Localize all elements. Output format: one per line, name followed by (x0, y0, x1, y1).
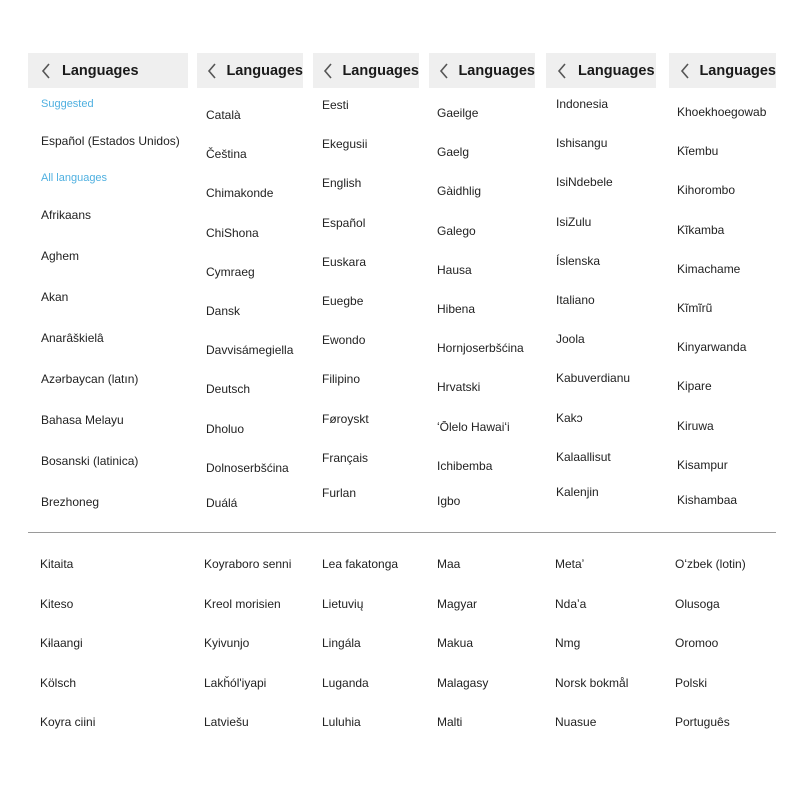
language-item[interactable]: Dolnoserbšćina (206, 461, 289, 475)
language-item[interactable]: Ichibemba (437, 459, 493, 473)
languages-panel-3 (313, 53, 419, 500)
languages-panel-1 (28, 53, 188, 509)
language-item[interactable]: Brezhoneg (41, 495, 100, 509)
language-item[interactable]: Ishisangu (556, 136, 608, 150)
language-item[interactable]: Azərbaycan (latın) (41, 372, 139, 386)
language-item[interactable]: Koyra ciini (40, 715, 96, 729)
language-item[interactable]: Filipino (322, 372, 361, 386)
language-item[interactable]: Malti (437, 715, 463, 729)
language-item[interactable]: Eesti (322, 98, 349, 112)
language-item[interactable]: Kɨlaangi (40, 636, 83, 650)
language-item[interactable]: Kimachame (677, 262, 741, 276)
language-item[interactable]: Français (322, 451, 369, 465)
panel-header (28, 53, 188, 88)
language-item[interactable]: Davvisámegiella (206, 343, 294, 357)
language-item[interactable]: Malagasy (437, 676, 489, 690)
languages-panel-2 (197, 53, 303, 510)
section-label-all-languages: All languages (41, 172, 108, 184)
language-item[interactable]: Magyar (437, 597, 478, 611)
language-item[interactable]: Olusoga (675, 597, 720, 611)
language-item[interactable]: Kipare (677, 379, 712, 393)
language-item[interactable]: Igbo (437, 494, 461, 508)
language-item[interactable]: Kĩmĩrũ (677, 301, 713, 315)
header-title: Languages (226, 62, 303, 79)
language-item[interactable]: Deutsch (206, 382, 251, 396)
header-title: Languages (62, 62, 139, 79)
language-item[interactable]: Gaelg (437, 145, 470, 159)
language-item[interactable]: Kabuverdianu (556, 371, 631, 385)
language-item[interactable]: Joola (556, 332, 585, 346)
language-item[interactable]: Euegbe (322, 294, 364, 308)
back-arrow-icon[interactable] (323, 63, 333, 79)
language-item[interactable]: Kölsch (40, 676, 77, 690)
language-item[interactable]: Luganda (322, 676, 369, 690)
language-item[interactable]: Gàidhlig (437, 184, 482, 198)
languages-panel-5 (546, 53, 656, 499)
language-item[interactable]: Hrvatski (437, 380, 481, 394)
language-item[interactable]: Gaeilge (437, 106, 479, 120)
panel-header (197, 53, 303, 88)
language-item[interactable]: Metaʼ (555, 557, 585, 571)
panel-header (313, 53, 419, 88)
language-item[interactable]: Galego (437, 224, 476, 238)
language-item[interactable]: Kĩembu (677, 144, 719, 158)
languages-panel-6 (669, 53, 776, 507)
language-item[interactable]: Akan (41, 290, 69, 304)
language-item[interactable]: Kreol morisien (204, 597, 281, 611)
language-item[interactable]: Español (Estados Unidos) (41, 134, 180, 148)
language-item[interactable]: Norsk bokmål (555, 676, 629, 690)
divider (28, 532, 776, 533)
language-item[interactable]: Kiruwa (677, 419, 714, 433)
language-item[interactable]: IsiNdebele (556, 175, 613, 189)
language-item[interactable]: Bahasa Melayu (41, 413, 124, 427)
language-item[interactable]: Hausa (437, 263, 472, 277)
back-arrow-icon[interactable] (40, 63, 52, 79)
language-item[interactable]: Oʻzbek (lotin) (675, 557, 746, 571)
language-item[interactable]: Ndaʼa (555, 597, 587, 611)
language-item[interactable]: Kĩkamba (677, 223, 725, 237)
language-item[interactable]: Íslenska (556, 254, 601, 268)
language-item[interactable]: Luluhia (322, 715, 361, 729)
language-item[interactable]: Latviešu (204, 715, 249, 729)
back-arrow-icon[interactable] (556, 63, 568, 79)
panel-header (429, 53, 535, 88)
language-item[interactable]: Indonesia (556, 97, 609, 111)
header-title: Languages (342, 62, 419, 79)
language-item[interactable]: Ekegusii (322, 137, 368, 151)
language-item[interactable]: Čeština (206, 147, 247, 161)
back-arrow-icon[interactable] (207, 63, 217, 79)
language-item[interactable]: Maa (437, 557, 461, 571)
language-item[interactable]: Ewondo (322, 333, 366, 347)
language-item[interactable]: Hibena (437, 302, 476, 316)
language-item[interactable]: Català (206, 108, 241, 122)
language-item[interactable]: Furlan (322, 486, 357, 500)
language-item[interactable]: Kalaallisut (556, 450, 611, 464)
panel-header (546, 53, 656, 88)
language-item[interactable]: Aghem (41, 249, 80, 263)
language-item[interactable]: Kihorombo (677, 183, 736, 197)
language-item[interactable]: Hornjoserbšćina (437, 341, 524, 355)
language-item[interactable]: Lietuvių (322, 597, 364, 611)
language-item[interactable]: Lakȟól'iyapi (204, 676, 267, 690)
back-arrow-icon[interactable] (439, 63, 449, 79)
language-item[interactable]: Dholuo (206, 422, 245, 436)
language-item[interactable]: English (322, 176, 362, 190)
language-item[interactable]: Koyraboro senni (204, 557, 292, 571)
language-item[interactable]: Duálá (206, 496, 238, 510)
language-item[interactable]: Polski (675, 676, 708, 690)
language-item[interactable]: Kiteso (40, 597, 74, 611)
language-item[interactable]: Nmg (555, 636, 581, 650)
language-item[interactable]: Nuasue (555, 715, 597, 729)
language-item[interactable]: Kyivunjo (204, 636, 250, 650)
language-item[interactable]: IsiZulu (556, 215, 592, 229)
language-item[interactable]: Anarâškielâ (41, 331, 104, 345)
language-item[interactable]: Português (675, 715, 730, 729)
language-item[interactable]: Føroyskt (322, 412, 369, 426)
language-item[interactable]: Kalenjin (556, 485, 599, 499)
language-item[interactable]: Lea fakatonga (322, 557, 399, 571)
panel-header (669, 53, 776, 88)
language-item[interactable]: Italiano (556, 293, 595, 307)
language-item[interactable]: Euskara (322, 255, 367, 269)
language-item[interactable]: Lingála (322, 636, 361, 650)
back-arrow-icon[interactable] (679, 63, 690, 79)
language-item[interactable]: Khoekhoegowab (677, 105, 767, 119)
language-item[interactable]: Kishambaa (677, 493, 738, 507)
language-item[interactable]: Chimakonde (206, 186, 274, 200)
language-item[interactable]: Kakɔ (556, 411, 583, 425)
language-item[interactable]: Kisampur (677, 458, 728, 472)
languages-panel-4 (429, 53, 535, 508)
language-item[interactable]: ʻŌlelo Hawaiʻi (437, 420, 510, 434)
language-item[interactable]: ChiShona (206, 226, 259, 240)
language-item[interactable]: Afrikaans (41, 208, 92, 222)
section-label-suggested: Suggested (41, 98, 94, 110)
language-item[interactable]: Oromoo (675, 636, 719, 650)
language-item[interactable]: Kitaita (40, 557, 74, 571)
language-item[interactable]: Cymraeg (206, 265, 255, 279)
language-item[interactable]: Makua (437, 636, 474, 650)
language-item[interactable]: Español (322, 216, 366, 230)
language-item[interactable]: Kinyarwanda (677, 340, 747, 354)
header-title: Languages (699, 62, 776, 79)
header-title: Languages (458, 62, 535, 79)
header-title: Languages (578, 62, 655, 79)
language-item[interactable]: Dansk (206, 304, 241, 318)
language-item[interactable]: Bosanski (latinica) (41, 454, 139, 468)
bottom-language-grid (0, 557, 800, 737)
